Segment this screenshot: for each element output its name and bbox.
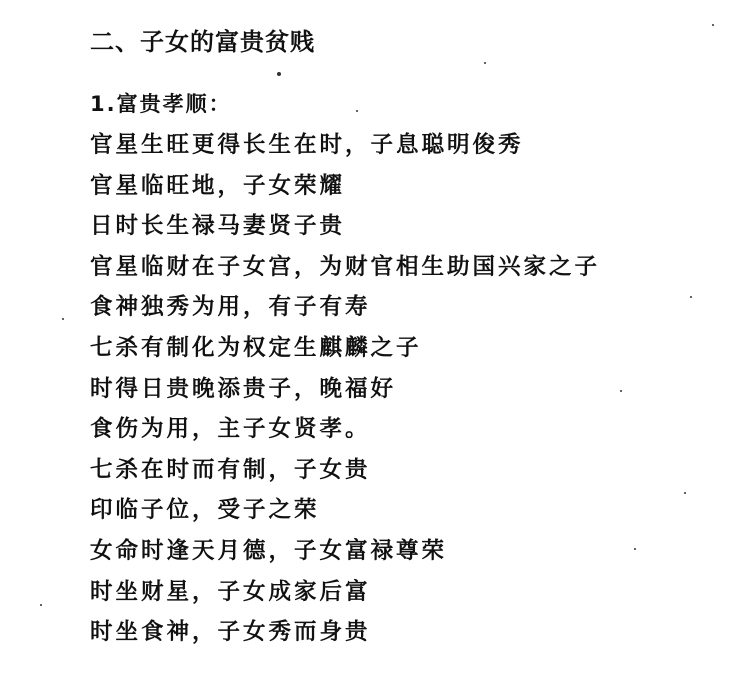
text-line: 日时长生禄马妻贤子贵: [90, 213, 346, 240]
scan-speck: [684, 492, 686, 494]
scan-speck: [40, 604, 42, 606]
text-line: 女命时逢天月德，子女富禄尊荣: [90, 537, 448, 564]
text-line: 印临子位，受子之荣: [90, 497, 320, 524]
scan-speck: [634, 548, 636, 550]
text-line: 七杀有制化为权定生麒麟之子: [90, 334, 422, 361]
text-line: 官星生旺更得长生在时，子息聪明俊秀: [90, 132, 524, 158]
text-line: 时得日贵晚添贵子，晚福好: [90, 375, 397, 402]
section-heading: 二、子女的富贵贫贱: [90, 28, 315, 56]
text-line: 七杀在时而有制，子女贵: [90, 456, 371, 483]
scan-speck: [277, 72, 281, 76]
text-line: 时坐财星，子女成家后富: [90, 578, 371, 605]
text-line: 食神独秀为用，有子有寿: [90, 294, 371, 321]
text-line: 官星临财在子女宫，为财官相生助国兴家之子: [90, 253, 601, 280]
scan-speck: [356, 110, 358, 112]
scan-speck: [712, 24, 714, 26]
text-line: 食伤为用，主子女贤孝。: [90, 416, 371, 443]
text-lines: [90, 130, 600, 658]
scan-speck: [690, 296, 692, 298]
scan-speck: [620, 390, 622, 392]
scan-speck: [484, 62, 486, 64]
scan-speck: [62, 318, 64, 320]
subsection-heading: 1.富贵孝顺：: [90, 92, 232, 116]
text-line: 时坐食神，子女秀而身贵: [90, 619, 371, 646]
text-line: 官星临旺地，子女荣耀: [90, 172, 346, 199]
